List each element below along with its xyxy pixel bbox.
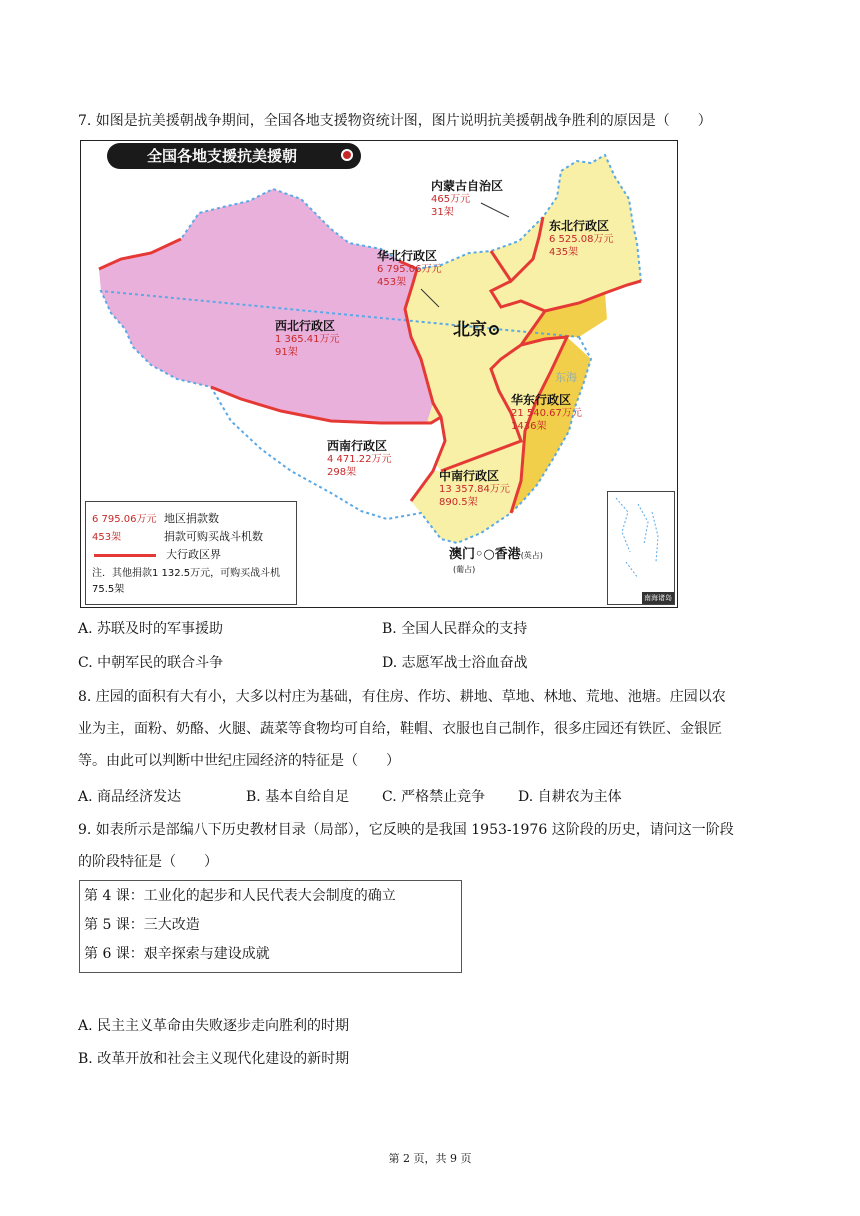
q8-stem-line2: 业为主，面粉、奶酪、火腿、蔬菜等食物均可自给，鞋帽、衣服也自己制作，很多庄园还有铁匠、金银匠 bbox=[78, 721, 722, 737]
region-huadong bbox=[511, 393, 582, 433]
legend-note: 注．其他捐款1 132.5万元，可购买战斗机75.5架 bbox=[92, 568, 281, 595]
inset-islands bbox=[608, 492, 674, 604]
region-planes: 453架 bbox=[377, 277, 407, 288]
q8-stem-line1: 8. 庄园的面积有大有小，大多以村庄为基础，有住房、作坊、耕地、草地、林地、荒地、池塘。庄园以农 bbox=[78, 689, 726, 705]
region-name: 西南行政区 bbox=[327, 439, 388, 453]
northwest-region-fill bbox=[99, 189, 441, 423]
region-xinan bbox=[327, 439, 392, 479]
q8-option-d[interactable]: D. 自耕农为主体 bbox=[518, 789, 622, 805]
boundary-line-icon bbox=[94, 554, 156, 557]
region-name: 中南行政区 bbox=[439, 469, 500, 483]
page-footer: 第 2 页，共 9 页 bbox=[388, 1152, 472, 1165]
q7-option-c[interactable]: C. 中朝军民的联合斗争 bbox=[78, 655, 224, 671]
legend-planes-label: 捐款可购买战斗机数 bbox=[164, 530, 263, 543]
region-amount: 6 525.08万元 bbox=[549, 234, 614, 245]
macau-note-label bbox=[453, 561, 475, 576]
q7-option-d[interactable]: D. 志愿军战士浴血奋战 bbox=[382, 655, 528, 671]
map-legend bbox=[85, 501, 297, 605]
q8-option-b[interactable]: B. 基本自给自足 bbox=[246, 789, 350, 805]
macau-text: 澳门 bbox=[449, 547, 476, 562]
beijing-text: 北京 bbox=[453, 320, 487, 340]
legend-boundary-label: 大行政区界 bbox=[166, 548, 221, 561]
region-name: 西北行政区 bbox=[275, 319, 336, 333]
support-map bbox=[80, 140, 678, 608]
region-amount: 6 795.06万元 bbox=[377, 264, 442, 275]
q9-option-b[interactable]: B. 改革开放和社会主义现代化建设的新时期 bbox=[78, 1051, 350, 1067]
region-zhongnan bbox=[439, 469, 510, 509]
legend-amount-label: 地区捐款数 bbox=[164, 512, 219, 525]
macau-note: (葡占) bbox=[453, 565, 476, 574]
map-title-text: 全国各地支援抗美援朝 bbox=[147, 147, 298, 165]
region-amount: 4 471.22万元 bbox=[327, 454, 392, 465]
region-planes: 1436架 bbox=[511, 421, 547, 432]
city-dot-icon: ◦○ bbox=[475, 547, 495, 562]
legend-boundary-row bbox=[92, 546, 221, 562]
q8-stem-line3: 等。由此可以判断中世纪庄园经济的特征是（ ） bbox=[78, 753, 400, 769]
toc-row: 第 5 课：三大改造 bbox=[84, 917, 200, 933]
hongkong-text: 香港 bbox=[494, 547, 521, 562]
macau-hongkong-label bbox=[449, 543, 543, 562]
region-planes: 435架 bbox=[549, 247, 579, 258]
region-planes: 31架 bbox=[431, 207, 454, 218]
region-amount: 21 540.67万元 bbox=[511, 408, 582, 419]
south-china-sea-inset bbox=[607, 491, 675, 605]
q9-stem-line2: 的阶段特征是（ ） bbox=[78, 854, 218, 870]
title-dot-icon bbox=[341, 149, 353, 161]
region-dongbei bbox=[549, 219, 614, 259]
q7-option-a[interactable]: A. 苏联及时的军事援助 bbox=[78, 621, 224, 637]
textbook-toc-table bbox=[79, 880, 462, 973]
region-name: 内蒙古自治区 bbox=[431, 179, 504, 193]
svg-text:东海: 东海 bbox=[555, 371, 577, 384]
region-xibei bbox=[275, 319, 340, 359]
region-amount: 1 365.41万元 bbox=[275, 334, 340, 345]
toc-row: 第 6 课：艰辛探索与建设成就 bbox=[84, 946, 270, 962]
q9-option-a[interactable]: A. 民主主义革命由失败逐步走向胜利的时期 bbox=[78, 1018, 350, 1034]
q7-option-b[interactable]: B. 全国人民群众的支持 bbox=[382, 621, 528, 637]
q8-option-a[interactable]: A. 商品经济发达 bbox=[78, 789, 182, 805]
region-name: 东北行政区 bbox=[549, 219, 610, 233]
legend-sample-amount: 6 795.06万元 bbox=[92, 514, 157, 525]
beijing-label bbox=[453, 315, 499, 340]
capital-icon bbox=[489, 325, 499, 335]
hongkong-note: (英占) bbox=[520, 551, 543, 560]
region-amount: 13 357.84万元 bbox=[439, 484, 510, 495]
q9-stem-line1: 9. 如表所示是部编八下历史教材目录（局部），它反映的是我国 1953-1976 这阶段的历史，请问这一阶段 bbox=[78, 822, 734, 838]
legend-amount-row bbox=[92, 510, 219, 526]
region-planes: 91架 bbox=[275, 347, 298, 358]
region-neimenggu bbox=[431, 179, 503, 219]
inset-label: 南海诸岛 bbox=[644, 594, 672, 602]
legend-sample-planes: 453架 bbox=[92, 532, 122, 543]
toc-row: 第 4 课：工业化的起步和人民代表大会制度的确立 bbox=[84, 888, 396, 904]
region-name: 华北行政区 bbox=[377, 249, 438, 263]
legend-planes-row bbox=[92, 528, 263, 544]
map-title bbox=[121, 143, 361, 169]
q8-option-c[interactable]: C. 严格禁止竞争 bbox=[382, 789, 486, 805]
region-planes: 890.5架 bbox=[439, 497, 478, 508]
region-planes: 298架 bbox=[327, 467, 357, 478]
q7-stem: 7. 如图是抗美援朝战争期间，全国各地支援物资统计图，图片说明抗美援朝战争胜利的原因是（ ） bbox=[78, 113, 712, 129]
region-name: 华东行政区 bbox=[511, 393, 572, 407]
region-huabei bbox=[377, 249, 442, 289]
region-amount: 465万元 bbox=[431, 194, 471, 205]
